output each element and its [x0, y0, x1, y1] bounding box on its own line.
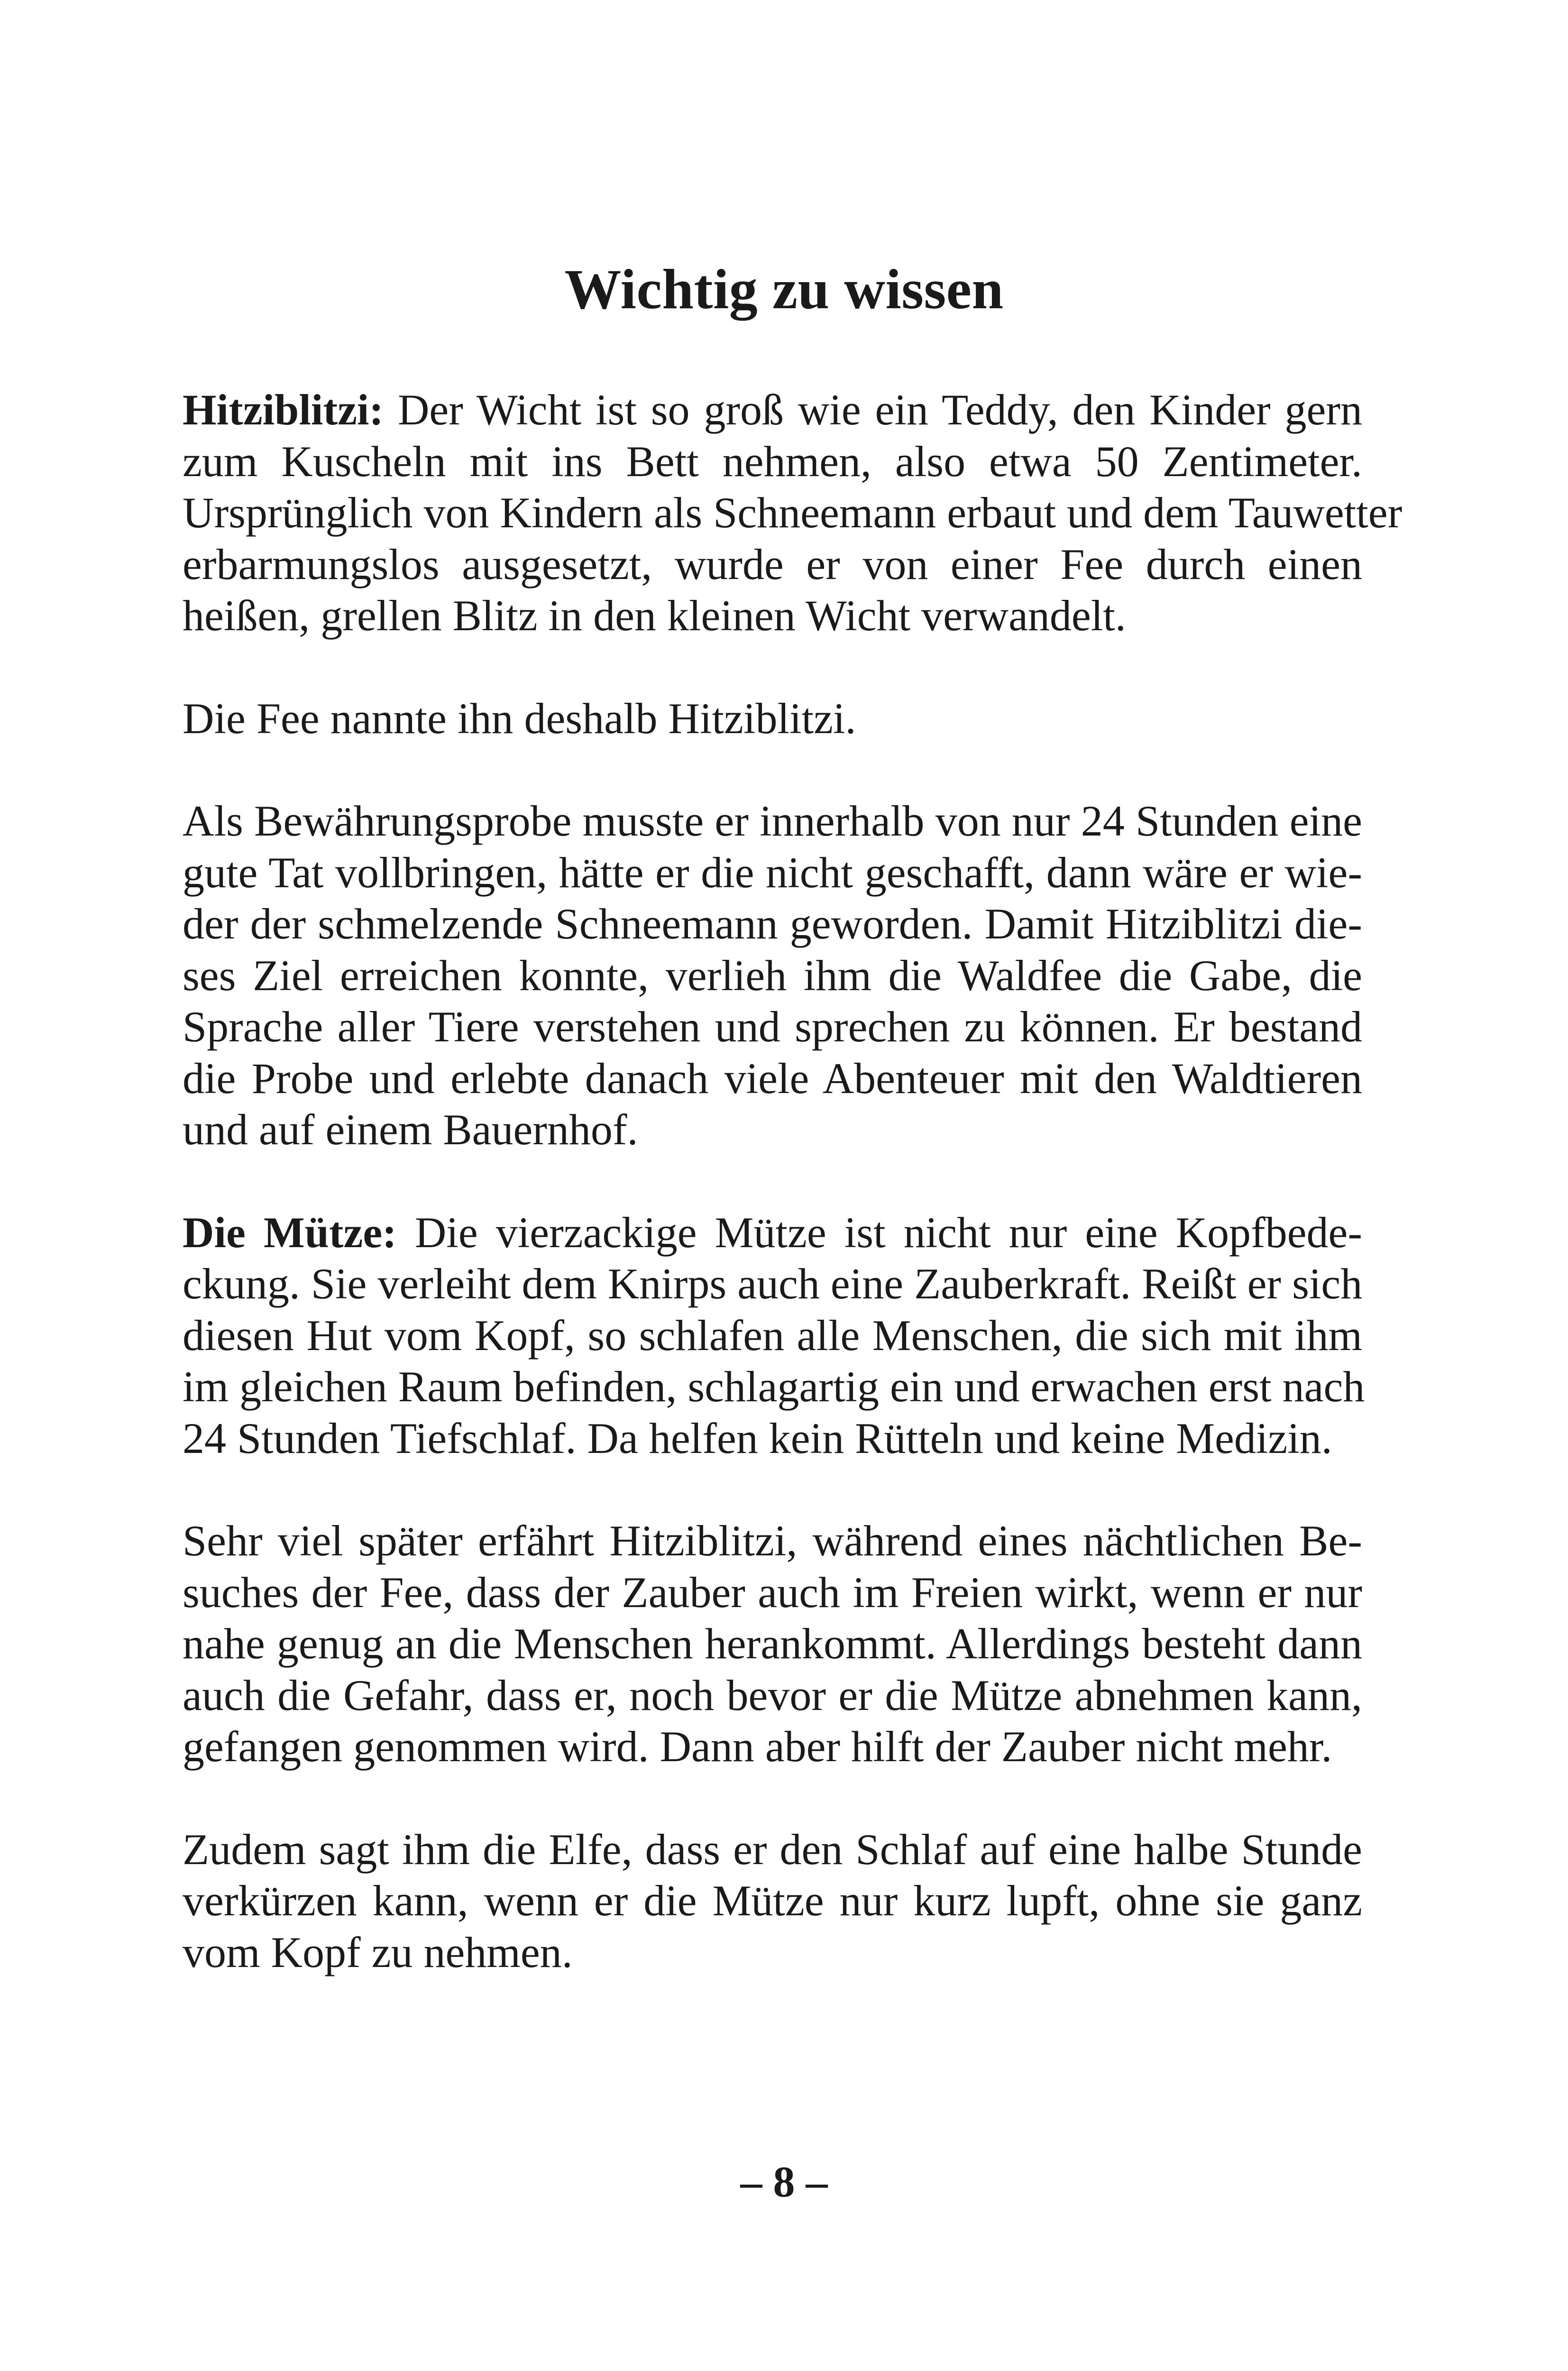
- text-line: heißen, grellen Blitz in den kleinen Wicht verwandelt.: [183, 591, 1126, 640]
- paragraph-zauber-im-freien: [183, 1515, 1362, 1773]
- text-line: verkürzen kann, wenn er die Mütze nur kurz lupft, ohne sie ganz: [183, 1876, 1362, 1925]
- text-line: diesen Hut vom Kopf, so schlafen alle Menschen, die sich mit ihm: [183, 1311, 1362, 1360]
- paragraph-elfe: [183, 1824, 1362, 1978]
- text-line: gefangen genommen wird. Dann aber hilft der Zauber nicht mehr.: [183, 1722, 1332, 1771]
- paragraph-hitziblitzi: [183, 384, 1403, 642]
- text-line: ckung. Sie verleiht dem Knirps auch eine Zauberkraft. Reißt er sich: [183, 1259, 1363, 1308]
- text-line: gute Tat vollbringen, hätte er die nicht geschafft, dann wäre er wie-: [183, 848, 1362, 897]
- text-line: 24 Stunden Tiefschlaf. Da helfen kein Rütteln und keine Medizin.: [183, 1414, 1332, 1462]
- text-line: Hitziblitzi: Der Wicht ist so groß wie ein Teddy, den Kinder gern: [183, 386, 1362, 434]
- paragraph-muetze: [183, 1207, 1365, 1464]
- text-line: Sehr viel später erfährt Hitziblitzi, während eines nächtlichen Be-: [183, 1516, 1362, 1565]
- text-line: die Probe und erlebte danach viele Abenteuer mit den Waldtieren: [183, 1054, 1362, 1103]
- text-line: vom Kopf zu nehmen.: [183, 1928, 573, 1976]
- body-text: [183, 384, 1403, 2029]
- paragraph-fee-name: [183, 693, 1362, 744]
- page-title: Wichtig zu wissen: [564, 257, 1004, 321]
- text-line: Die Fee nannte ihn deshalb Hitziblitzi.: [183, 694, 856, 743]
- paragraph-bewaehrungsprobe: [183, 795, 1362, 1156]
- text-line: im gleichen Raum befinden, schlagartig ein und erwachen erst nach: [183, 1362, 1365, 1411]
- text-line: ses Ziel erreichen konnte, verlieh ihm die Waldfee die Gabe, die: [183, 951, 1362, 1000]
- text-line: suches der Fee, dass der Zauber auch im Freien wirkt, wenn er nur: [183, 1568, 1362, 1617]
- text-line: auch die Gefahr, dass er, noch bevor er die Mütze abnehmen kann,: [183, 1671, 1362, 1719]
- text-line: nahe genug an die Menschen herankommt. Allerdings besteht dann: [183, 1619, 1362, 1668]
- page-number: – 8 –: [740, 2158, 828, 2206]
- text-line: Ursprünglich von Kindern als Schneemann erbaut und dem Tauwetter: [183, 488, 1403, 537]
- text-line: Zudem sagt ihm die Elfe, dass er den Schlaf auf eine halbe Stunde: [183, 1825, 1362, 1874]
- text-line: der der schmelzende Schneemann geworden. Damit Hitziblitzi die-: [183, 900, 1362, 948]
- term-label: Hitziblitzi:: [183, 386, 384, 434]
- text-line: und auf einem Bauernhof.: [183, 1105, 638, 1154]
- text-line: Die Mütze: Die vierzackige Mütze ist nicht nur eine Kopfbede-: [183, 1208, 1362, 1257]
- text-line: Sprache aller Tiere verstehen und sprechen zu können. Er bestand: [183, 1002, 1362, 1051]
- text-line: Als Bewährungsprobe musste er innerhalb von nur 24 Stunden eine: [183, 797, 1362, 845]
- term-label: Die Mütze:: [183, 1208, 397, 1257]
- text-line: zum Kuscheln mit ins Bett nehmen, also etwa 50 Zentimeter.: [183, 437, 1362, 486]
- text-line: erbarmungslos ausgesetzt, wurde er von einer Fee durch einen: [183, 540, 1362, 588]
